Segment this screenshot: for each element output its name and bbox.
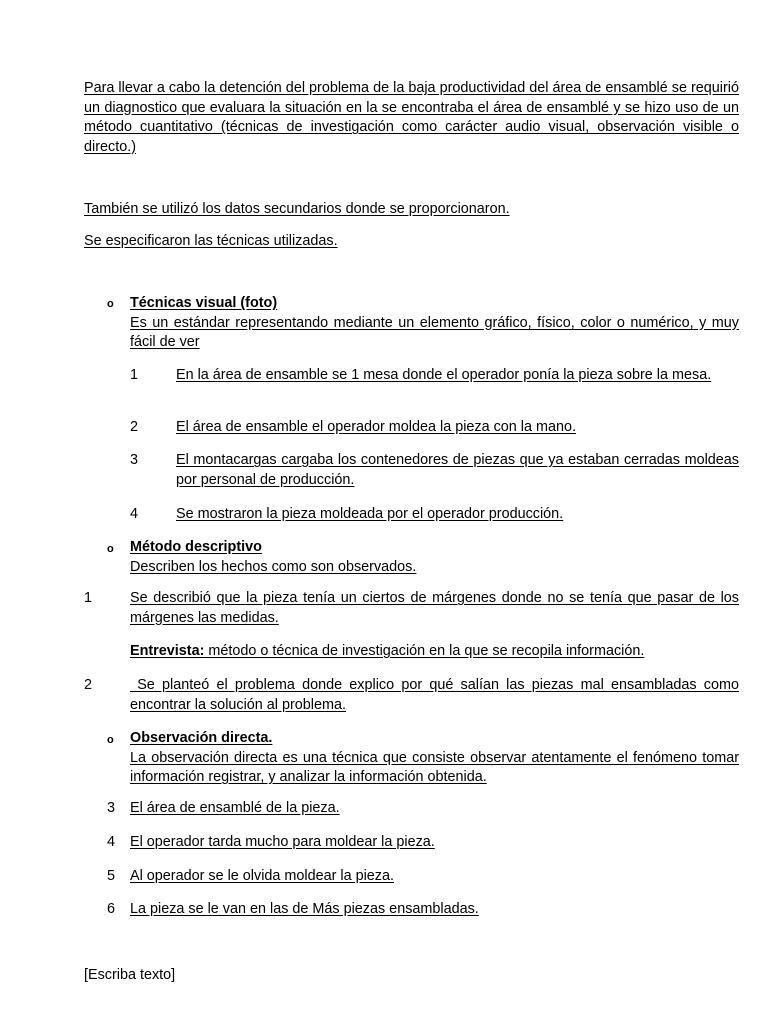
list-item: 2 El área de ensamble el operador moldea la pieza con la mano. bbox=[130, 419, 576, 435]
section-description: Describen los hechos como son observados. bbox=[130, 558, 417, 575]
bullet-marker: o bbox=[107, 543, 114, 555]
section-title: Técnicas visual (foto) bbox=[130, 295, 278, 311]
list-item: 1 En la área de ensamble se 1 mesa donde el operador ponía la pieza sobre la mesa. bbox=[130, 367, 712, 383]
techniques-paragraph: Se especificaron las técnicas utilizadas. bbox=[84, 233, 338, 249]
intro-paragraph: Para llevar a cabo la detención del problema de la baja productividad del área de ensamblé se requirió un diagnostico que evaluara la situación en la se encontraba el área de ensamblé y se hizo uso de un método cuantitativo (técnicas de investigación como carácter audio visual, observación visible o directo.) bbox=[84, 80, 739, 155]
list-item: 3 El área de ensamblé de la pieza. bbox=[107, 800, 340, 816]
interview-label: Entrevista: bbox=[130, 643, 205, 659]
bullet-marker: o bbox=[107, 734, 114, 746]
list-item: 4 El operador tarda mucho para moldear la pieza. bbox=[107, 834, 435, 850]
footer-placeholder[interactable]: [Escriba texto] bbox=[84, 967, 176, 983]
section-descriptive-method bbox=[130, 538, 739, 577]
list-item: 6 La pieza se le van en las de Más piezas ensambladas. bbox=[107, 901, 479, 917]
list-item: 1 Se describió que la pieza tenía un ciertos de márgenes donde no se tenía que pasar de los márgenes las medidas. bbox=[84, 590, 739, 626]
list-item: 3 El montacargas cargaba los contenedores de piezas que ya estaban cerradas moldeas por personal de producción. bbox=[130, 452, 739, 488]
list-item: 2 Se planteó el problema donde explico por qué salían las piezas mal ensambladas como encontrar la solución al problema. bbox=[84, 677, 739, 713]
interview-paragraph bbox=[130, 642, 739, 662]
secondary-data-paragraph: También se utilizó los datos secundarios donde se proporcionaron. bbox=[84, 201, 510, 217]
list-item: 4 Se mostraron la pieza moldeada por el operador producción. bbox=[130, 506, 564, 522]
list-item: 5 Al operador se le olvida moldear la pieza. bbox=[107, 868, 394, 884]
section-visual-techniques bbox=[130, 294, 739, 353]
section-description: La observación directa es una técnica que consiste observar atentamente el fenómeno tomar información registrar, y analizar la información obtenida. bbox=[130, 749, 739, 785]
section-direct-observation bbox=[130, 729, 739, 788]
interview-text: método o técnica de investigación en la que se recopila información. bbox=[204, 643, 645, 659]
section-title: Método descriptivo bbox=[130, 539, 262, 555]
section-title: Observación directa. bbox=[130, 730, 273, 746]
section-description: Es un estándar representando mediante un elemento gráfico, físico, color o numérico, y muy fácil de ver bbox=[130, 314, 739, 350]
bullet-marker: o bbox=[107, 298, 114, 310]
